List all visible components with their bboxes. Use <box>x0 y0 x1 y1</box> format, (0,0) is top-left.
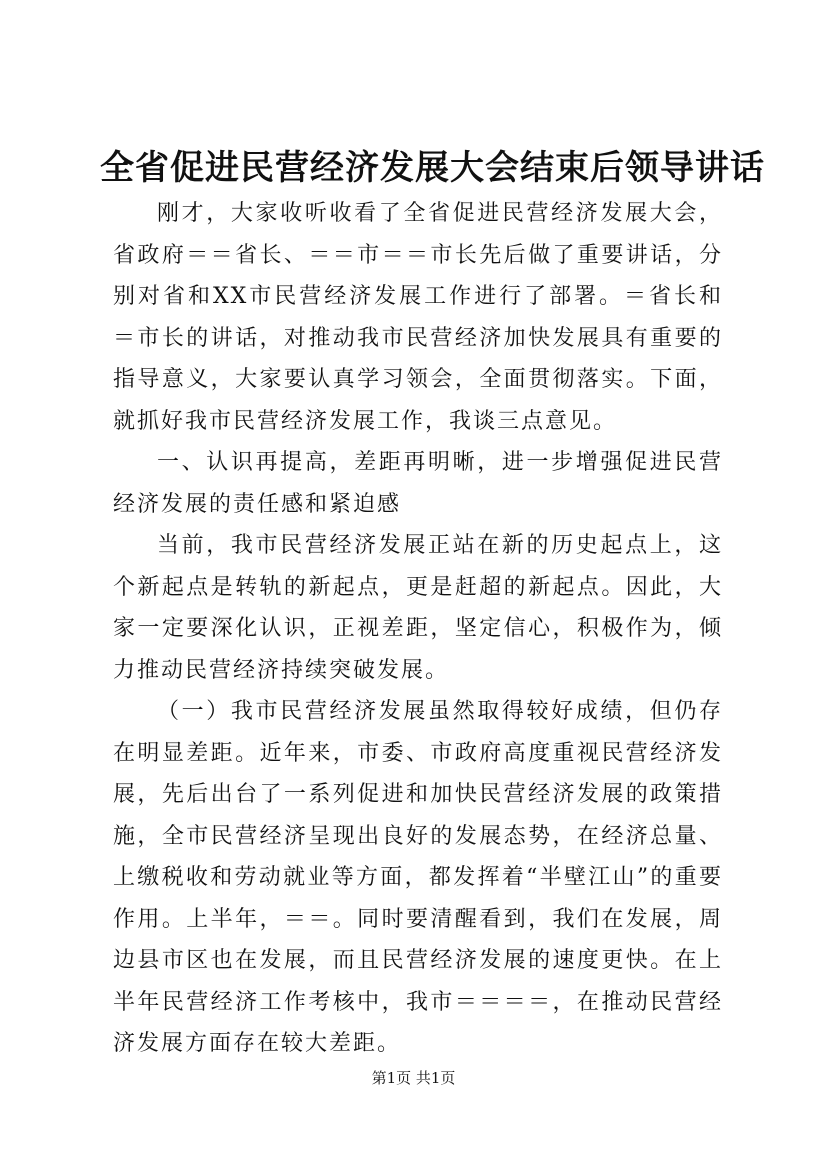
document-title: 全省促进民营经济发展大会结束后领导讲话 <box>100 148 765 188</box>
paragraph-subsection-1: （一）我市民营经济发展虽然取得较好成绩，但仍存在明显差距。近年来，市委、市政府高度重视民营经济发展，先后出台了一系列促进和加快民营经济发展的政策措施，全市民营经济呈现出良好的发展态势，在经济总量、上缴税收和劳动就业等方面，都发挥着“半壁江山”的重要作用。上半年，＝＝。同时要清醒看到，我们在发展，周边县市区也在发展，而且民营经济发展的速度更快。在上半年民营经济工作考核中，我市＝＝＝＝，在推动民营经济发展方面存在较大差距。 <box>113 699 723 1056</box>
document-body <box>113 193 723 1065</box>
paragraph-current-situation: 当前，我市民营经济发展正站在新的历史起点上，这个新起点是转轨的新起点，更是赶超的新起点。因此，大家一定要深化认识，正视差距，坚定信心，积极作为，倾力推动民营经济持续突破发展。 <box>113 533 723 683</box>
paragraph-section-heading-1: 一、认识再提高，差距再明晰，进一步增强促进民营经济发展的责任感和紧迫感 <box>113 450 723 517</box>
paragraph-intro: 刚才，大家收听收看了全省促进民营经济发展大会，省政府＝＝省长、＝＝市＝＝市长先后做了重要讲话，分别对省和XX市民营经济发展工作进行了部署。＝省长和＝市长的讲话，对推动我市民营经济加快发展具有重要的指导意义，大家要认真学习领会，全面贯彻落实。下面，就抓好我市民营经济发展工作，我谈三点意见。 <box>113 201 723 434</box>
page-number-footer: 第1页 共1页 <box>371 1069 456 1087</box>
